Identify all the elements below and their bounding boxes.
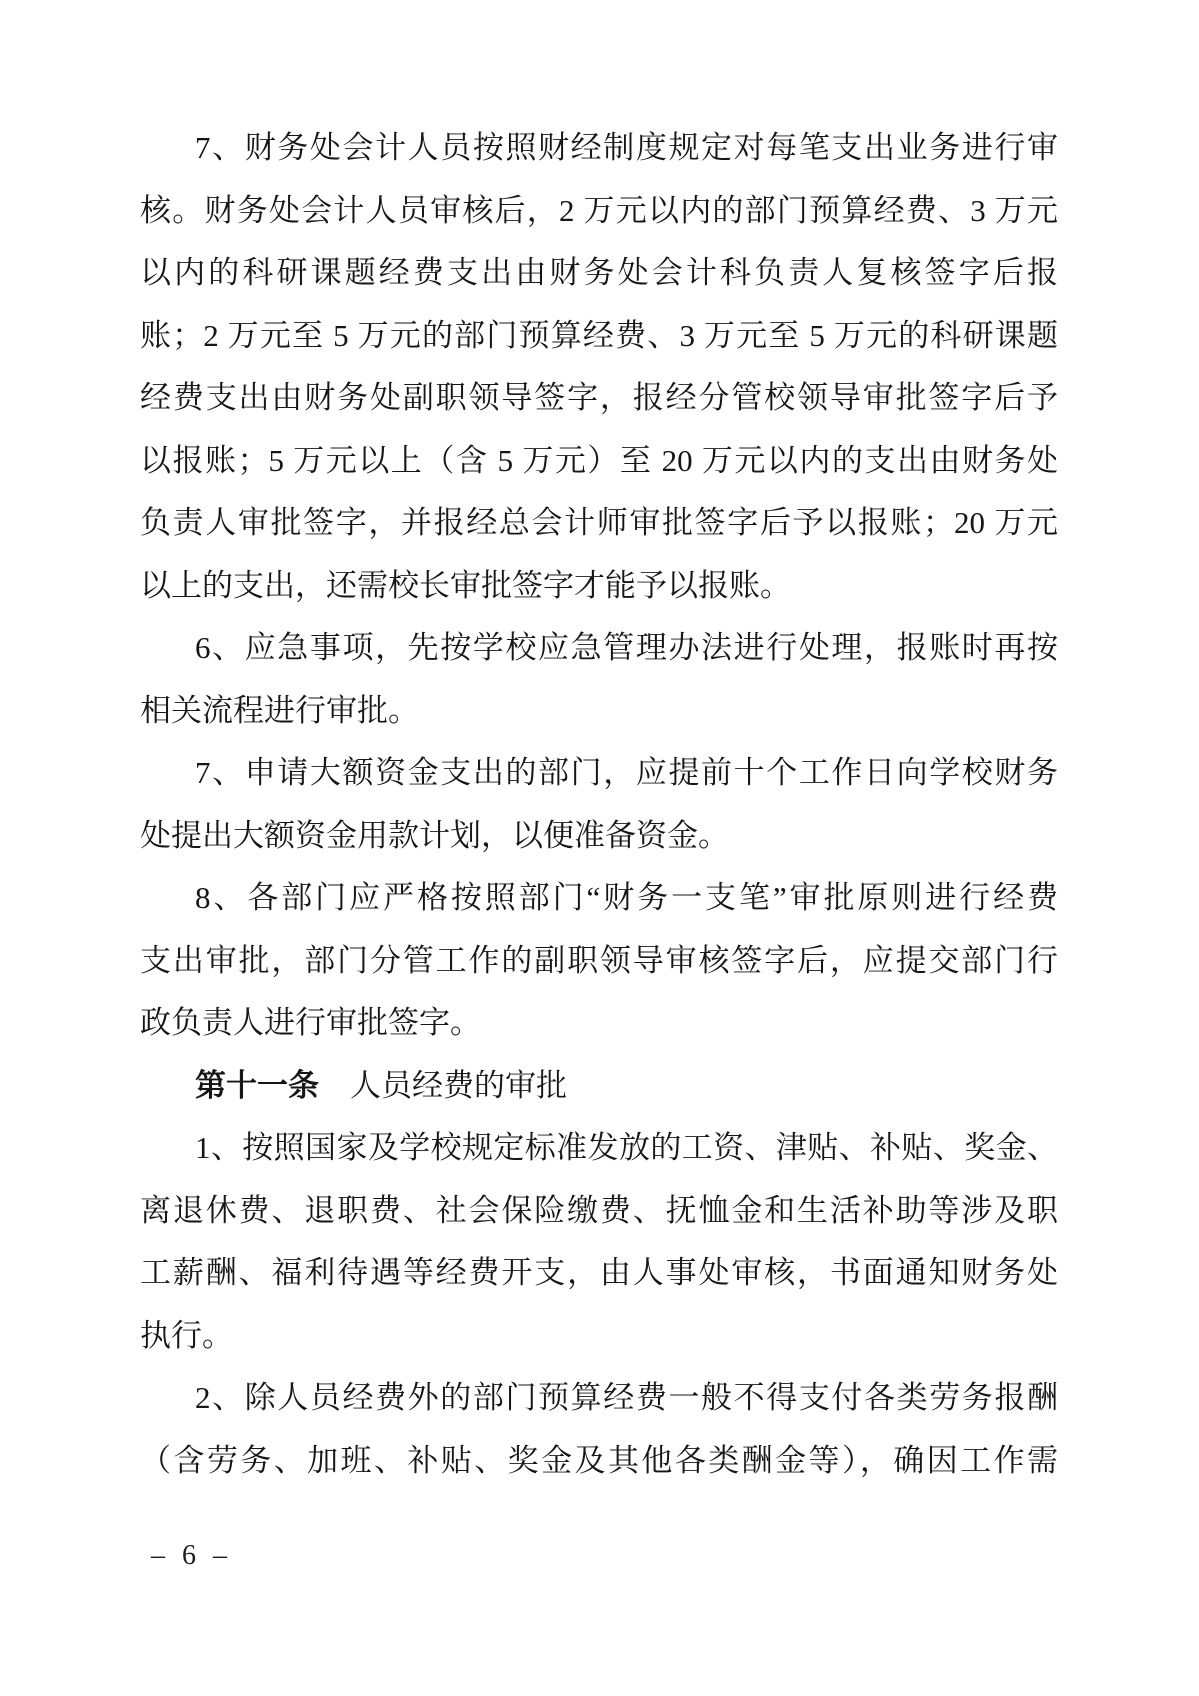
text-line: 政负责人进行审批签字。 bbox=[140, 1005, 481, 1040]
page-number: – 6 – bbox=[151, 1540, 232, 1571]
text-line: 支出审批，部门分管工作的副职领导审核签字后，应提交部门行 bbox=[140, 942, 1058, 978]
text-line: 相关流程进行审批。 bbox=[140, 692, 419, 728]
text-line: 7、财务处会计人员按照财经制度规定对每笔支出业务进行审 bbox=[195, 130, 1058, 165]
text-line: 执行。 bbox=[140, 1317, 233, 1353]
text-line: 核。财务处会计人员审核后，2 万元以内的部门预算经费、3 万元 bbox=[140, 192, 1058, 228]
text-line: 经费支出由财务处副职领导签字，报经分管校领导审批签字后予 bbox=[140, 380, 1058, 415]
text-line: 1、按照国家及学校规定标准发放的工资、津贴、补贴、奖金、 bbox=[195, 1130, 1058, 1165]
article-heading-title: 人员经费的审批 bbox=[319, 1067, 567, 1103]
text-line: 6、应急事项，先按学校应急管理办法进行处理，报账时再按 bbox=[195, 630, 1058, 665]
document-text-block bbox=[140, 117, 1058, 1492]
text-line: 离退休费、退职费、社会保险缴费、抚恤金和生活补助等涉及职 bbox=[140, 1192, 1058, 1228]
text-line: 以上的支出，还需校长审批签字才能予以报账。 bbox=[140, 567, 791, 603]
text-line: 负责人审批签字，并报经总会计师审批签字后予以报账；20 万元 bbox=[140, 505, 1058, 540]
text-line: 以报账；5 万元以上（含 5 万元）至 20 万元以内的支出由财务处 bbox=[140, 442, 1058, 478]
text-line: 处提出大额资金用款计划，以便准备资金。 bbox=[140, 817, 729, 853]
text-line: 2、除人员经费外的部门预算经费一般不得支付各类劳务报酬 bbox=[195, 1380, 1058, 1415]
text-line: 账；2 万元至 5 万元的部门预算经费、3 万元至 5 万元的科研课题 bbox=[140, 317, 1058, 353]
text-line: 以内的科研课题经费支出由财务处会计科负责人复核签字后报 bbox=[140, 255, 1058, 290]
article-heading-label: 第十一条 bbox=[195, 1067, 319, 1103]
text-line: （含劳务、加班、补贴、奖金及其他各类酬金等），确因工作需 bbox=[140, 1442, 1058, 1478]
heading-line bbox=[140, 1055, 1058, 1118]
text-line: 8、各部门应严格按照部门“财务一支笔”审批原则进行经费 bbox=[195, 880, 1058, 915]
text-line: 工薪酬、福利待遇等经费开支，由人事处审核，书面通知财务处 bbox=[140, 1255, 1058, 1290]
page-footer bbox=[151, 1540, 232, 1572]
text-line: 7、申请大额资金支出的部门，应提前十个工作日向学校财务 bbox=[195, 755, 1058, 790]
